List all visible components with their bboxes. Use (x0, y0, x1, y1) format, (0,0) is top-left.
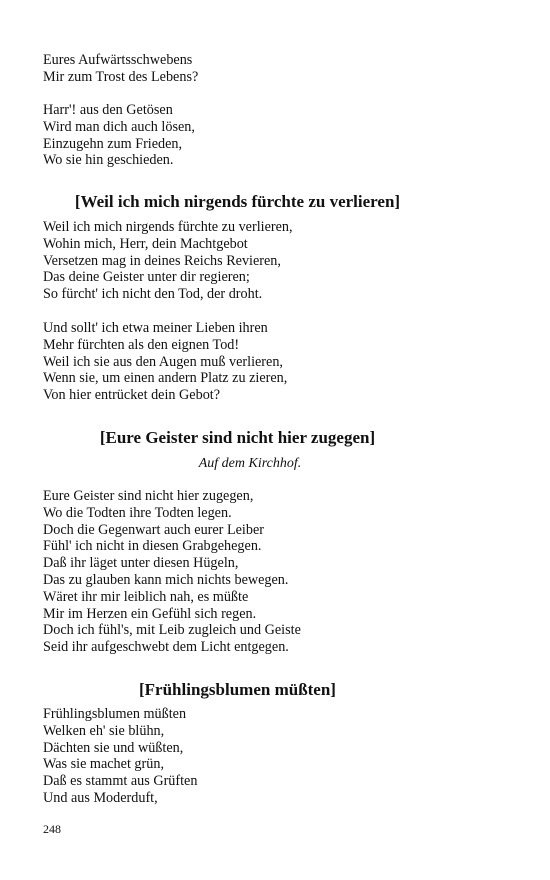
verse-line: Was sie machet grün, (43, 756, 164, 773)
verse-line: Weil ich sie aus den Augen muß verlieren, (43, 353, 283, 370)
verse-line: Versetzen mag in deines Reichs Revieren, (43, 252, 281, 269)
verse-line: Wohin mich, Herr, dein Machtgebot (43, 235, 248, 252)
stanza-fragment-top (43, 52, 198, 86)
verse-line: Das zu glauben kann mich nichts bewegen. (43, 571, 289, 588)
page-number: 248 (43, 822, 61, 836)
stanza (43, 488, 301, 656)
stanza (43, 102, 195, 169)
poem-title: [Weil ich mich nirgends fürchte zu verlieren] (74, 192, 401, 211)
verse-line: Von hier entrücket dein Gebot? (43, 387, 221, 404)
verse-line: Eures Aufwärtsschwebens (43, 52, 193, 68)
poem-title: [Frühlingsblumen müßten] (139, 680, 336, 699)
verse-line: Mir im Herzen ein Gefühl sich regen. (43, 605, 257, 622)
verse-line: Mir zum Trost des Lebens? (43, 68, 199, 85)
poem-subtitle: Auf dem Kirchhof. (198, 456, 302, 471)
verse-line: Daß ihr läget unter diesen Hügeln, (43, 555, 239, 572)
verse-line: Das deine Geister unter dir regieren; (43, 269, 250, 286)
stanza (43, 219, 293, 303)
verse-line: Fühl' ich nicht in diesen Grabgehegen. (43, 538, 262, 555)
verse-line: Wäret ihr mir leiblich nah, es müßte (43, 588, 249, 605)
verse-line: Frühlingsblumen müßten (43, 706, 187, 722)
verse-line: Wo sie hin geschieden. (43, 152, 174, 169)
verse-line: Wird man dich auch lösen, (43, 118, 195, 135)
verse-line: Daß es stammt aus Grüften (43, 773, 198, 790)
poem-title: [Eure Geister sind nicht hier zugegen] (99, 428, 376, 447)
verse-line: Doch die Gegenwart auch eurer Leiber (43, 521, 264, 538)
stanza (43, 320, 287, 404)
verse-line: Wo die Todten ihre Todten legen. (43, 504, 232, 521)
verse-line: Und sollt' ich etwa meiner Lieben ihren (43, 320, 268, 336)
verse-line: Doch ich fühl's, mit Leib zugleich und Geiste (43, 622, 301, 639)
verse-line: Harr'! aus den Getösen (43, 102, 173, 118)
verse-line: So fürcht' ich nicht den Tod, der droht. (43, 286, 263, 303)
verse-line: Wenn sie, um einen andern Platz zu zieren, (43, 370, 288, 387)
stanza (43, 706, 197, 807)
verse-line: Und aus Moderduft, (43, 789, 158, 806)
verse-line: Seid ihr aufgeschwebt dem Licht entgegen. (43, 639, 289, 656)
verse-line: Dächten sie und wüßten, (43, 739, 184, 756)
verse-line: Eure Geister sind nicht hier zugegen, (43, 488, 254, 504)
verse-line: Welken eh' sie blühn, (43, 722, 165, 739)
verse-line: Einzugehn zum Frieden, (43, 135, 183, 152)
verse-line: Weil ich mich nirgends fürchte zu verlieren, (43, 219, 293, 235)
verse-line: Mehr fürchten als den eignen Tod! (43, 336, 240, 353)
